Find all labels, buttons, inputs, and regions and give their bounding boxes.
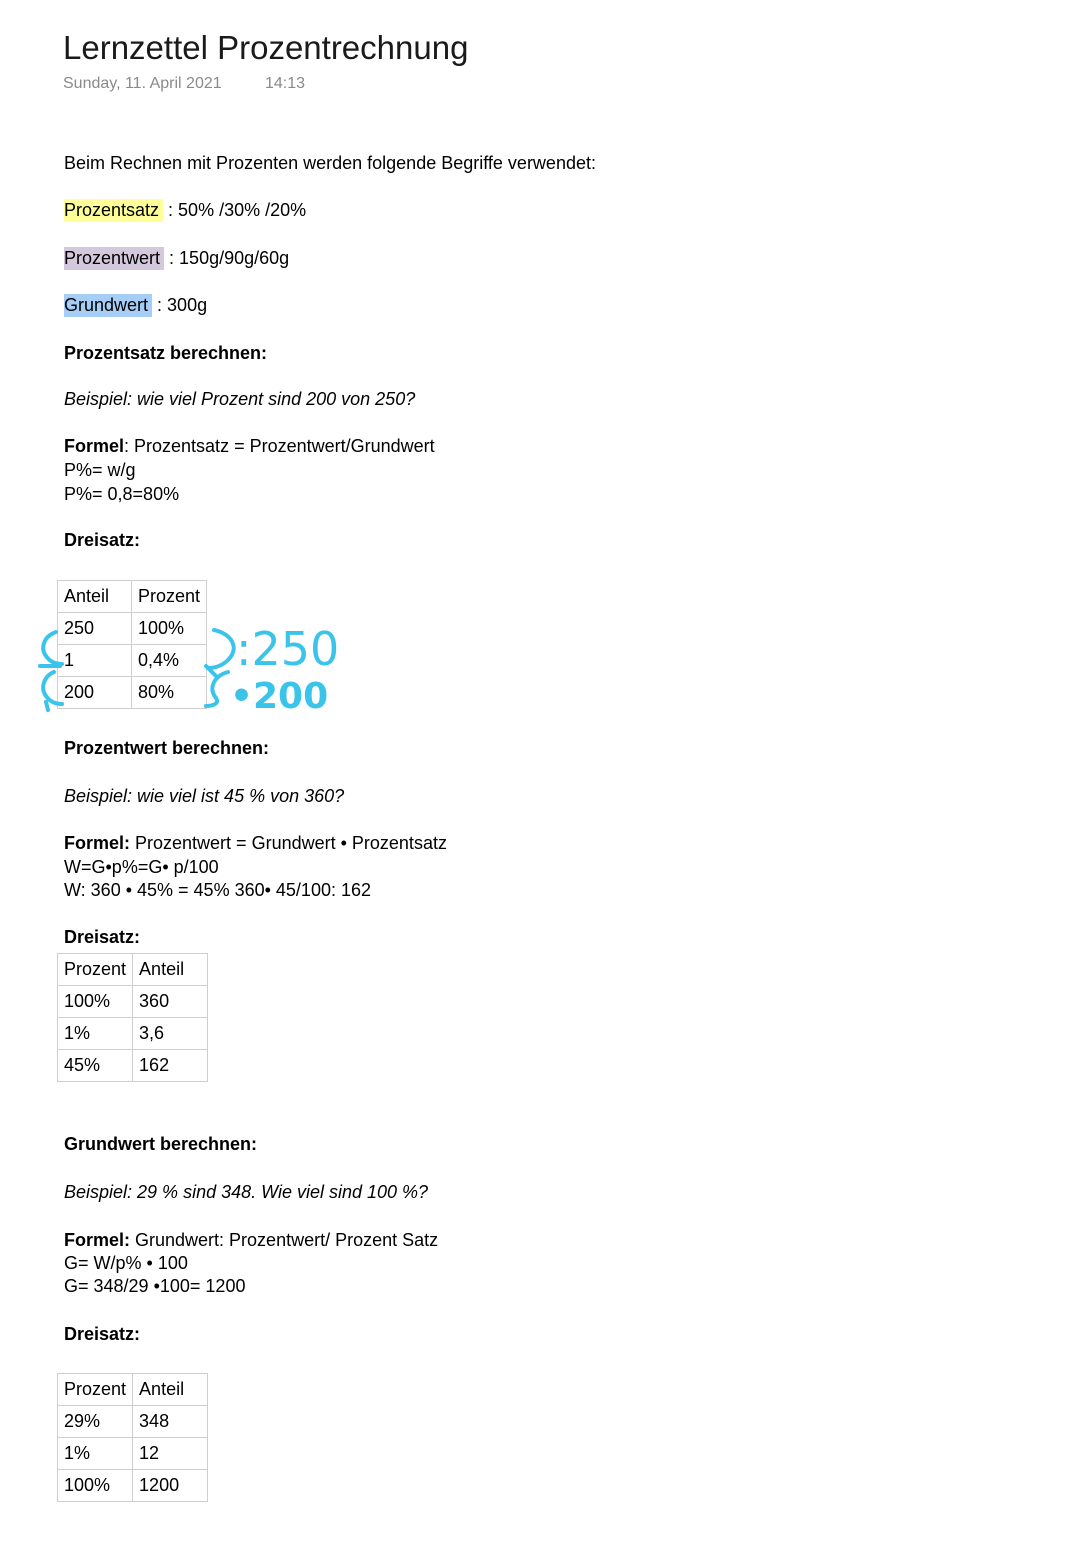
table-row [58, 1406, 208, 1438]
table-cell: 348 [133, 1406, 208, 1438]
table-cell: 1200 [133, 1470, 208, 1502]
intro-text: Beim Rechnen mit Prozenten werden folgende Begriffe verwendet: [64, 153, 596, 173]
table-header: Prozent [132, 581, 207, 613]
table-row [58, 986, 208, 1018]
page-time: 14:13 [265, 75, 306, 92]
table-row [58, 1050, 208, 1082]
term-label: Grundwert [64, 294, 152, 317]
calc-line: G= W/p% • 100 [64, 1253, 188, 1273]
term-value: : 300g [152, 295, 208, 315]
section-heading: Prozentsatz berechnen: [64, 343, 268, 363]
table-cell: 100% [58, 986, 133, 1018]
formula-label: Formel [64, 436, 125, 456]
formula-line [64, 1229, 438, 1252]
table-cell: 12 [133, 1438, 208, 1470]
example-text: Beispiel: 29 % sind 348. Wie viel sind 100 %? [64, 1182, 429, 1202]
table-cell: 162 [133, 1050, 208, 1082]
calc-line: G= 348/29 •100= 1200 [64, 1276, 246, 1296]
table-header: Prozent [58, 954, 133, 986]
table-row [58, 1438, 208, 1470]
table-cell: 360 [133, 986, 208, 1018]
calc-line: P%= 0,8=80% [64, 484, 180, 504]
table-cell: 80% [132, 677, 207, 709]
annotation-multiply: •200 [230, 676, 329, 717]
table-header: Prozent [58, 1374, 133, 1406]
table-cell: 0,4% [132, 645, 207, 677]
term-value: : 50% /30% /20% [163, 200, 307, 220]
table-cell: 250 [58, 613, 132, 645]
table-cell: 3,6 [133, 1018, 208, 1050]
formula-text: Grundwert: Prozentwert/ Prozent Satz [130, 1230, 439, 1250]
page-title: Lernzettel Prozentrechnung [63, 29, 469, 66]
formula-text: : Prozentsatz = Prozentwert/Grundwert [124, 436, 435, 456]
section-heading: Grundwert berechnen: [64, 1134, 258, 1154]
formula-text: Prozentwert = Grundwert • Prozentsatz [130, 833, 447, 853]
term-label: Prozentsatz [64, 199, 163, 222]
dreisatz-table [57, 953, 208, 1082]
annotation-divide: :250 [236, 622, 340, 676]
example-text: Beispiel: wie viel ist 45 % von 360? [64, 786, 345, 806]
term-label: Prozentwert [64, 247, 164, 270]
table-cell: 1% [58, 1018, 133, 1050]
table-cell: 1% [58, 1438, 133, 1470]
table-cell: 45% [58, 1050, 133, 1082]
table-header-row [58, 1374, 208, 1406]
table-cell: 29% [58, 1406, 133, 1438]
table-header: Anteil [133, 954, 208, 986]
formula-line [64, 832, 447, 855]
table-cell: 100% [58, 1470, 133, 1502]
dreisatz-heading: Dreisatz: [64, 530, 141, 550]
calc-line: W=G•p%=G• p/100 [64, 857, 219, 877]
dreisatz-heading: Dreisatz: [64, 1324, 141, 1344]
table-row [58, 1018, 208, 1050]
term-value: : 150g/90g/60g [164, 248, 290, 268]
dreisatz-heading: Dreisatz: [64, 927, 141, 947]
dreisatz-table [57, 1373, 208, 1502]
left-curved-arrow [40, 632, 62, 710]
page-date: Sunday, 11. April 2021 [63, 75, 222, 92]
table-cell: 100% [132, 613, 207, 645]
table-cell: 200 [58, 677, 132, 709]
table-row [58, 1470, 208, 1502]
calc-line: W: 360 • 45% = 45% 360• 45/100: 162 [64, 880, 371, 900]
formula-label: Formel: [64, 833, 131, 853]
table-header: Anteil [133, 1374, 208, 1406]
section-heading: Prozentwert berechnen: [64, 738, 270, 758]
table-header: Anteil [58, 581, 132, 613]
table-header-row [58, 954, 208, 986]
formula-label: Formel: [64, 1230, 131, 1250]
calc-line: P%= w/g [64, 460, 136, 480]
example-text: Beispiel: wie viel Prozent sind 200 von 250? [64, 389, 416, 409]
table-cell: 1 [58, 645, 132, 677]
